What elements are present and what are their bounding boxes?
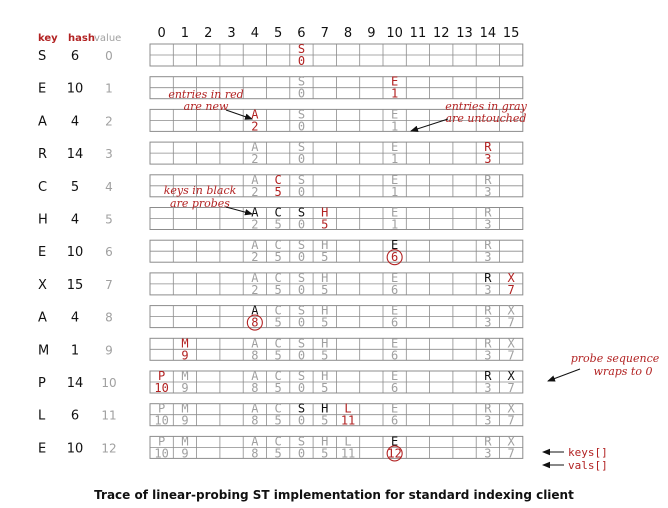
row-value: 12 [101,441,117,456]
key-cell: S [297,140,306,155]
row-hash: 10 [66,81,84,97]
value-cell: 6 [391,250,399,265]
key-cell: S [297,336,306,351]
key-cell: X [507,270,515,285]
key-cell: E [391,336,399,351]
row-value: 2 [105,114,113,129]
row-key: S [38,49,47,64]
value-cell: 1 [391,184,399,199]
value-cell: 0 [297,282,306,297]
row-value: 11 [101,408,117,423]
key-cell: X [507,336,515,351]
key-cell: C [274,401,282,416]
key-cell: E [391,369,399,383]
key-cell: E [391,140,399,155]
row-key: P [38,376,46,391]
row-value: 8 [105,310,113,325]
key-cell: C [274,205,282,220]
row-hash: 1 [70,343,80,359]
legend-vals-label: vals[] [568,459,608,472]
annotation-keys-in-black-arrow [226,207,252,214]
value-cell: 0 [297,446,306,461]
column-index: 14 [479,26,497,41]
row-hash: 6 [70,408,80,424]
key-cell: H [321,270,329,285]
value-cell: 3 [484,217,492,232]
value-cell: 6 [391,413,399,428]
key-cell: H [321,303,329,318]
value-cell: 6 [391,315,399,330]
column-index: 10 [386,26,403,41]
key-cell: X [507,401,515,416]
value-cell: 9 [181,446,189,461]
array-grid-row [150,338,523,363]
key-cell: A [251,172,259,187]
key-cell: P [158,369,166,383]
value-cell: 0 [297,152,306,167]
value-cell: 3 [484,315,492,330]
value-cell: 3 [484,282,492,297]
array-grid-row [150,436,523,461]
row-hash: 4 [70,114,80,130]
value-cell: 0 [297,54,306,68]
key-cell: A [251,238,259,253]
value-cell: 5 [321,413,329,428]
key-cell: A [251,107,259,122]
value-cell: 2 [251,119,259,134]
key-cell: R [484,140,492,155]
key-cell: H [321,401,329,416]
row-value: 9 [105,343,113,358]
value-cell: 2 [251,282,259,297]
column-indices [158,26,520,41]
key-cell: S [297,401,306,416]
row-value: 3 [105,147,113,162]
key-cell: R [484,172,492,187]
value-cell: 9 [181,413,189,428]
key-cell: C [274,270,282,285]
key-cell: L [344,434,352,449]
value-cell: 5 [321,381,329,395]
value-cell: 8 [251,348,259,363]
value-cell: 10 [154,381,169,395]
array-grid-row [150,303,523,328]
value-cell: 0 [297,348,306,363]
array-grid-row [150,142,523,167]
row-key: L [38,408,46,424]
value-cell: 10 [154,446,169,461]
row-value: 0 [105,49,113,63]
column-index: 13 [456,26,473,41]
annotation-entries-in-red-line1: entries in red [168,88,244,101]
key-cell: S [297,303,306,318]
value-cell: 5 [274,348,282,363]
key-cell: A [251,369,259,383]
row-key: A [38,310,47,326]
key-cell: H [321,369,329,383]
column-index: 9 [367,26,376,41]
row-value: 7 [105,277,113,292]
key-cell: A [251,336,259,351]
key-cell: S [297,369,306,383]
key-cell: M [181,434,189,449]
key-cell: R [484,238,492,253]
key-cell: R [484,369,492,383]
key-cell: C [274,336,282,351]
array-grid-row [150,270,523,295]
row-key: A [38,114,47,130]
value-cell: 8 [251,413,259,428]
value-cell: 5 [274,250,282,265]
key-cell: S [297,172,306,187]
value-cell: 0 [297,119,306,134]
key-cell: C [274,369,282,383]
header-value: value [94,33,122,44]
column-index: 1 [180,26,190,41]
value-cell: 8 [251,446,259,461]
key-cell: H [321,205,329,220]
value-cell: 3 [484,250,492,265]
key-cell: C [274,434,282,449]
key-cell: L [344,401,352,416]
key-cell: A [251,205,259,220]
value-cell: 2 [251,250,259,265]
key-cell: R [484,336,492,351]
key-cell: A [251,434,259,449]
annotation-probe-sequence-line1: probe sequence [570,352,660,365]
row-value: 4 [105,179,113,194]
value-cell: 7 [507,282,515,297]
row-key: X [38,277,47,293]
row-hash: 4 [70,212,80,228]
value-cell: 3 [484,152,492,167]
value-cell: 8 [251,315,259,330]
row-key: E [38,441,47,457]
row-value: 10 [101,376,117,390]
row-key: C [38,179,48,195]
key-cell: M [181,369,189,383]
key-cell: A [251,140,259,155]
key-cell: E [391,401,399,416]
value-cell: 7 [507,381,515,395]
value-cell: 3 [484,184,492,199]
key-cell: H [321,238,329,253]
value-cell: 6 [391,348,399,363]
column-index: 11 [409,26,427,41]
value-cell: 1 [391,86,399,101]
array-legend [543,446,608,472]
row-key: E [38,245,47,261]
row-hash: 5 [70,179,80,195]
annotation-entries-in-red-line2: are new [183,100,229,113]
value-cell: 2 [251,217,259,232]
annotation-probe-sequence-arrow [548,369,580,381]
annotation-keys-in-black-line1: keys in black [163,184,237,197]
value-cell: 3 [484,348,492,363]
key-cell: C [274,172,282,187]
value-cell: 3 [484,413,492,428]
key-cell: S [297,205,306,220]
column-index: 7 [320,26,329,41]
annotation-probe-sequence [548,352,660,381]
value-cell: 5 [274,381,282,395]
row-value: 6 [105,245,113,260]
column-index: 3 [227,26,236,41]
key-cell: E [391,434,399,449]
annotation-entries-in-red [168,88,252,119]
row-key: E [38,81,47,97]
key-cell: R [484,270,492,285]
value-cell: 10 [154,413,169,428]
value-cell: 5 [274,315,282,330]
key-cell: R [484,205,492,220]
column-index: 15 [502,26,520,41]
value-cell: 1 [391,217,399,232]
row-labels [38,49,117,456]
key-cell: P [158,434,166,449]
value-cell: 2 [251,184,259,199]
array-grid-row [150,401,523,426]
key-cell: E [391,74,399,89]
key-cell: C [274,238,282,253]
key-cell: M [181,401,189,416]
value-cell: 2 [251,152,259,167]
value-cell: 0 [297,184,306,199]
value-cell: 1 [391,119,399,134]
column-index: 12 [432,26,450,41]
annotation-keys-in-black [164,184,252,214]
key-cell: S [297,434,306,449]
key-cell: E [391,107,399,122]
row-hash: 14 [66,376,84,391]
value-cell: 7 [507,315,515,330]
legend-keys-label: keys[] [568,446,608,459]
column-index: 2 [204,26,213,41]
key-cell: E [391,238,399,253]
value-cell: 5 [274,282,282,297]
key-cell: S [297,238,306,253]
row-hash: 10 [66,245,84,261]
row-key: H [38,212,48,228]
value-cell: 5 [274,446,282,461]
header-hash: hash [68,33,95,44]
value-cell: 6 [391,381,399,395]
annotation-probe-sequence-line2: wraps to 0 [593,365,653,378]
row-key: M [38,343,50,359]
value-cell: 0 [297,86,306,101]
row-value: 5 [105,212,113,227]
value-cell: 12 [387,446,402,461]
key-cell: M [181,336,189,351]
value-cell: 5 [321,315,329,330]
value-cell: 5 [321,250,329,265]
value-cell: 3 [484,446,492,461]
row-hash: 14 [66,147,84,163]
value-cell: 3 [484,381,492,395]
value-cell: 0 [297,250,306,265]
value-cell: 9 [181,348,189,363]
array-grid-row [150,205,523,230]
key-cell: C [274,303,282,318]
key-cell: E [391,270,399,285]
value-cell: 9 [181,381,189,395]
value-cell: 7 [507,348,515,363]
column-index: 0 [157,26,166,41]
column-index: 6 [297,26,306,41]
key-cell: E [391,303,399,318]
value-cell: 0 [297,413,306,428]
value-cell: 0 [297,381,306,395]
value-cell: 6 [391,282,399,297]
value-cell: 7 [507,446,515,461]
array-grid-row [150,371,523,393]
annotation-entries-in-red-arrow [226,110,252,119]
annotation-entries-in-gray-line2: are untouched [445,112,527,125]
key-cell: S [297,74,306,89]
key-cell: R [484,303,492,318]
key-cell: X [507,303,515,318]
value-cell: 11 [340,413,356,428]
value-cell: 5 [321,217,329,232]
value-cell: 0 [297,315,306,330]
value-cell: 5 [321,446,329,461]
key-cell: R [484,401,492,416]
column-index: 5 [274,26,283,41]
key-cell: X [507,369,515,383]
value-cell: 8 [251,381,259,395]
key-cell: S [297,270,306,285]
key-cell: A [251,303,259,318]
key-cell: S [297,42,306,56]
value-cell: 11 [340,446,356,461]
value-cell: 5 [321,348,329,363]
row-hash: 10 [66,441,84,457]
key-cell: H [321,336,329,351]
key-cell: R [484,434,492,449]
row-hash: 4 [70,310,80,326]
row-key: R [38,147,48,163]
value-cell: 5 [321,282,329,297]
array-grid-row [150,44,523,66]
value-cell: 5 [274,184,282,199]
value-cell: 7 [507,413,515,428]
figure-caption: Trace of linear-probing ST implementation for standard indexing client [94,488,574,502]
key-cell: E [391,205,399,220]
value-cell: 5 [274,217,282,232]
header-key: key [38,33,58,44]
key-cell: H [321,434,329,449]
key-cell: A [251,270,259,285]
annotation-keys-in-black-line2: are probes [170,197,230,210]
key-cell: A [251,401,259,416]
column-index: 8 [343,26,353,41]
row-hash: 6 [70,49,80,64]
annotation-entries-in-gray-line1: entries in gray [445,100,527,113]
value-cell: 1 [391,152,399,167]
array-grid-row [150,240,523,265]
row-value: 1 [105,81,113,96]
key-cell: P [158,401,166,416]
key-cell: X [507,434,515,449]
value-cell: 5 [274,413,282,428]
annotation-entries-in-gray [411,100,528,131]
value-cell: 0 [297,217,306,232]
row-hash: 15 [66,277,84,293]
key-cell: E [391,172,399,187]
key-cell: S [297,107,306,122]
column-index: 4 [250,26,259,41]
